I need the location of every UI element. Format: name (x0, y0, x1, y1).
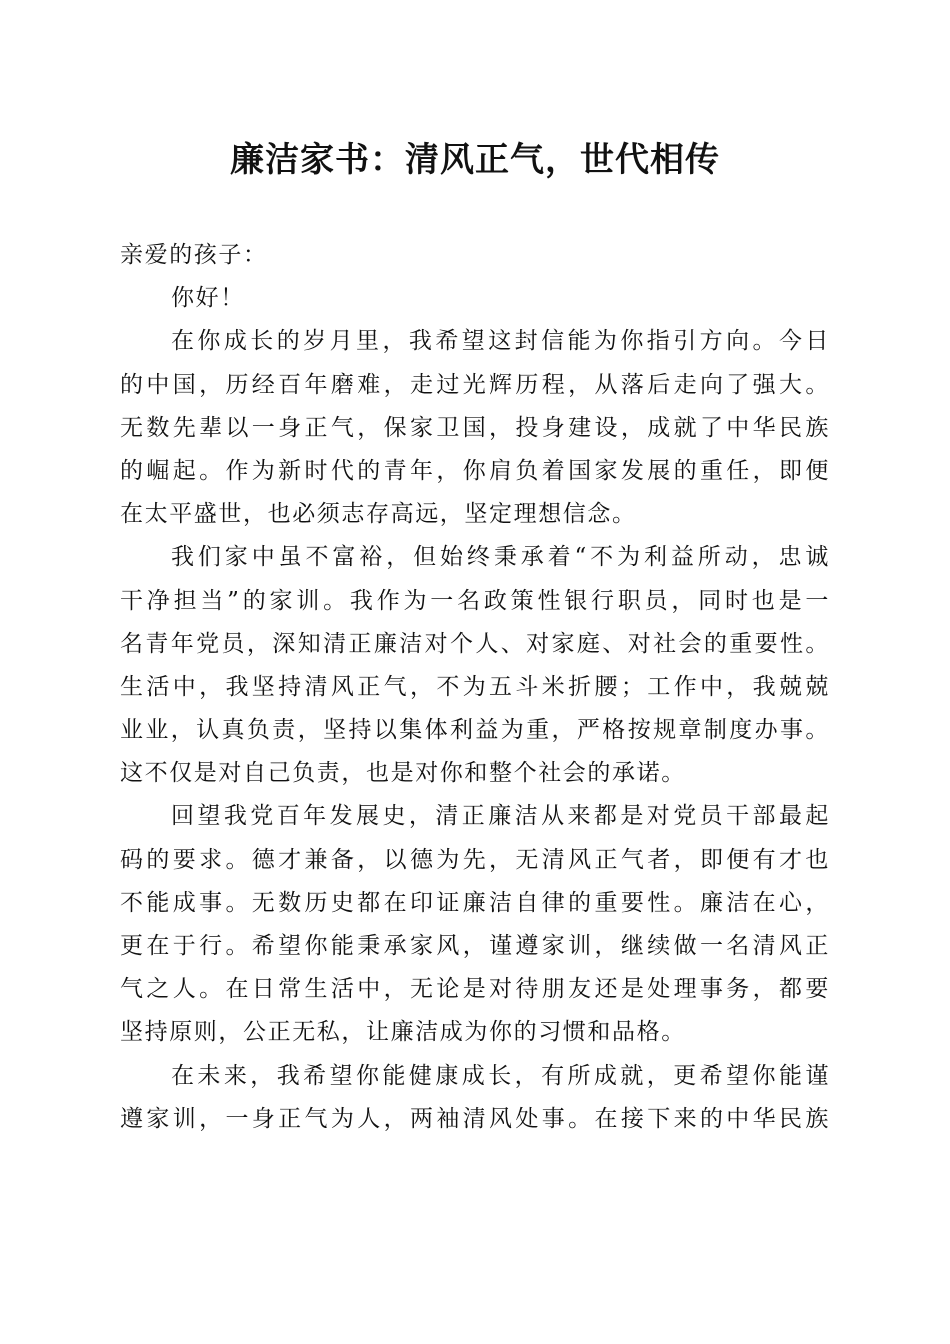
text-line: 这不仅是对自己负责，也是对你和整个社会的承诺。 (120, 760, 686, 787)
text-line: 的崛起。作为新时代的青年，你肩负着国家发展的重任，即便 (120, 457, 830, 484)
text-line: 你好！ (171, 285, 245, 312)
text-line: 码的要求。德才兼备，以德为先，无清风正气者，即便有才也 (120, 846, 830, 873)
text-line: 名青年党员，深知清正廉洁对个人、对家庭、对社会的重要性。 (120, 630, 830, 657)
text-line: 遵家训，一身正气为人，两袖清风处事。在接下来的中华民族 (120, 1105, 830, 1132)
text-line: 回望我党百年发展史，清正廉洁从来都是对党员干部最起 (171, 803, 830, 830)
text-line: 我们家中虽不富裕，但始终秉承着“不为利益所动，忠诚 (171, 544, 830, 571)
text-line: 生活中，我坚持清风正气，不为五斗米折腰；工作中，我兢兢 (120, 673, 830, 700)
text-line: 干净担当”的家训。我作为一名政策性银行职员，同时也是一 (120, 587, 830, 614)
text-line: 更在于行。希望你能秉承家风，谨遵家训，继续做一名清风正 (120, 933, 830, 959)
text-line: 在未来，我希望你能健康成长，有所成就，更希望你能谨 (171, 1062, 830, 1089)
document-title: 廉洁家书：清风正气，世代相传 (230, 140, 720, 180)
text-line: 的中国，历经百年磨难，走过光辉历程，从落后走向了强大。 (120, 371, 830, 398)
text-line: 亲爱的孩子： (120, 242, 268, 268)
letter-body (120, 234, 830, 1141)
text-line: 气之人。在日常生活中，无论是对待朋友还是处理事务，都要 (120, 976, 830, 1003)
text-line: 无数先辈以一身正气，保家卫国，投身建设，成就了中华民族 (120, 414, 830, 441)
text-line: 坚持原则，公正无私，让廉洁成为你的习惯和品格。 (120, 1019, 686, 1046)
text-line: 在太平盛世，也必须志存高远，坚定理想信念。 (120, 501, 637, 528)
text-line: 在你成长的岁月里，我希望这封信能为你指引方向。今日 (171, 328, 830, 355)
text-line: 业业，认真负责，坚持以集体利益为重，严格按规章制度办事。 (120, 717, 830, 744)
text-line: 不能成事。无数历史都在印证廉洁自律的重要性。廉洁在心， (120, 889, 830, 916)
